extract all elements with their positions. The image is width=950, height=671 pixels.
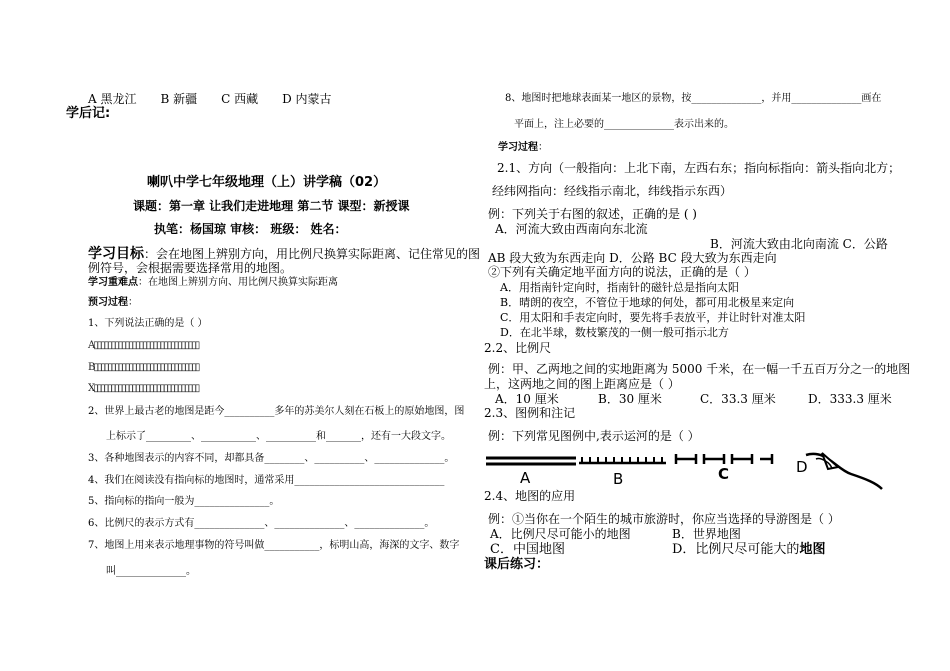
direction-line-1: 2.1、方向（一般指向：上北下南，左西右东；指向标指向：箭头指向北方； bbox=[497, 161, 901, 175]
example-4: 例：下列常见图例中,表示运河的是（ ） bbox=[488, 429, 700, 443]
example-1-option-a: A．河流大致由西南向东北流 bbox=[495, 222, 648, 236]
example-5-option-c: C．中国地图 bbox=[490, 542, 565, 557]
legend-symbol-b bbox=[579, 457, 666, 463]
author-line: 执笔：杨国琼 审核： 班级： 姓名： bbox=[154, 222, 347, 236]
preview-q1-option-x: X▯▯▯▯▯▯▯▯▯▯▯▯▯▯▯▯▯▯▯▯▯▯▯▯▯▯▯▯▯▯ bbox=[88, 383, 199, 394]
legend-heading: 2.3、图例和注记 bbox=[484, 406, 576, 420]
example-2-option-a: A．用指南针定向时，指南针的磁针总是指向太阳 bbox=[500, 281, 739, 294]
after-class-practice-heading: 课后练习： bbox=[484, 557, 550, 572]
key-label: 学习重难点 bbox=[88, 277, 138, 288]
preview-q4: 4、我们在阅读没有指向标的地图时，通常采用______________________________ bbox=[88, 475, 445, 486]
legend-symbol-d bbox=[806, 453, 882, 489]
preview-q5: 5、指向标的指向一般为_______________。 bbox=[88, 496, 280, 507]
legend-label-d: D bbox=[796, 458, 808, 476]
example-2-option-d: D．在北半球，数枝繁茂的一侧一般可指示北方 bbox=[500, 326, 729, 339]
process-colon: ： bbox=[538, 142, 548, 153]
preview-q3: 3、各种地图表示的内容不同，却都具备________、__________、______________。 bbox=[88, 453, 455, 464]
preview-colon: ： bbox=[128, 297, 138, 308]
key-points-line bbox=[88, 277, 338, 289]
preview-q1-option-a: A▯▯▯▯▯▯▯▯▯▯▯▯▯▯▯▯▯▯▯▯▯▯▯▯▯▯▯▯▯▯ bbox=[88, 340, 199, 351]
example-1-option-cd: AB 段大致为东西走向 D．公路 BC 段大致为东西走向 bbox=[488, 251, 777, 265]
example-1: 例：下列关于右图的叙述，正确的是 ( ) bbox=[488, 207, 697, 221]
preview-q7-line-2: 叫______________。 bbox=[106, 566, 196, 577]
legend-label-b: B bbox=[613, 470, 624, 488]
example-3-line-1: 例：甲、乙两地之间的实地距离为 5000 千米，在一幅一千五百万分之一的地图 bbox=[488, 362, 911, 376]
preview-q8-line-1: 8、地图时把地球表面某一地区的景物，按______________，并用______________画在 bbox=[505, 93, 882, 104]
scale-heading: 2.2、比例尺 bbox=[484, 341, 552, 355]
example-3-option-b: B．30 厘米 bbox=[598, 392, 662, 406]
example-5-option-d-bold: 地图 bbox=[799, 542, 826, 557]
options-line: A 黑龙江 B 新疆 C 西藏 D 内蒙古 bbox=[88, 92, 332, 106]
goal-text-1: ：会在地图上辨别方向，用比例尺换算实际距离、记住常见的图 bbox=[144, 247, 481, 261]
key-text: ：在地图上辨别方向、用比例尺换算实际距离 bbox=[138, 277, 338, 288]
preview-q1-option-b: B▯▯▯▯▯▯▯▯▯▯▯▯▯▯▯▯▯▯▯▯▯▯▯▯▯▯▯▯▯▯ bbox=[88, 362, 199, 373]
goal-label: 学习目标 bbox=[88, 246, 144, 262]
after-study-heading: 学后记: bbox=[66, 106, 111, 121]
legend-label-a: A bbox=[520, 469, 531, 487]
example-3-option-c: C．33.3 厘米 bbox=[700, 392, 776, 406]
example-3-option-d: D．333.3 厘米 bbox=[808, 392, 892, 406]
subject-line: 课题：第一章 让我们走进地理 第二节 课型：新授课 bbox=[133, 199, 410, 213]
preview-q6: 6、比例尺的表示方式有______________、______________、______________。 bbox=[88, 518, 435, 529]
example-2: ②下列有关确定地平面方向的说法，正确的是（ ） bbox=[488, 265, 756, 279]
example-5: 例：①当你在一个陌生的城市旅游时，你应当选择的导游图是（ ） bbox=[488, 512, 840, 526]
example-5-option-d bbox=[672, 543, 825, 558]
legend-symbol-c bbox=[676, 454, 772, 464]
example-3-line-2: 上，这两地之间的图上距离应是（ ） bbox=[484, 377, 680, 391]
example-5-option-b: B．世界地图 bbox=[672, 527, 741, 541]
preview-q1: 1、下列说法正确的是（ ） bbox=[88, 318, 208, 329]
process-heading bbox=[498, 142, 548, 154]
preview-q2-line-2: 上标示了_________、___________、__________和_______，还有一大段文字。 bbox=[106, 431, 451, 442]
goal-line-1 bbox=[88, 246, 480, 262]
preview-heading bbox=[88, 297, 138, 309]
legend-symbol-a bbox=[486, 458, 576, 464]
legend-label-c: C bbox=[718, 465, 730, 483]
example-5-option-d-text: D．比例尺尽可能大的 bbox=[672, 542, 800, 557]
example-5-option-a: A．比例尺尽可能小的地图 bbox=[490, 527, 631, 541]
example-3-option-a: A．10 厘米 bbox=[495, 392, 559, 406]
legend-symbols-figure bbox=[486, 449, 886, 494]
process-label: 学习过程 bbox=[498, 142, 538, 153]
preview-q8-line-2: 平面上，注上必要的______________表示出来的。 bbox=[514, 119, 734, 130]
direction-line-2: 经纬网指向：经线指示南北，纬线指示东西） bbox=[492, 184, 733, 198]
goal-text-2: 例符号，会根据需要选择常用的地图。 bbox=[88, 261, 293, 275]
example-1-option-bc: B．河流大致由北向南流 C．公路 bbox=[710, 237, 888, 251]
example-2-option-b: B．晴朗的夜空，不管位于地球的何处，都可用北极星来定向 bbox=[500, 296, 795, 309]
page-title: 喇叭中学七年级地理（上）讲学稿（02） bbox=[147, 175, 387, 190]
map-use-heading: 2.4、地图的应用 bbox=[484, 489, 576, 503]
preview-q7-line-1: 7、地图上用来表示地理事物的符号叫做___________，标明山高，海深的文字、数字 bbox=[88, 540, 460, 551]
preview-label: 预习过程 bbox=[88, 297, 128, 308]
preview-q2-line-1: 2、世界上最古老的地图是距今__________多年的苏美尔人刻在石板上的原始地图，图 bbox=[88, 406, 465, 417]
example-2-option-c: C．用太阳和手表定向时，要先将手表放平，并让时针对准太阳 bbox=[500, 311, 806, 324]
